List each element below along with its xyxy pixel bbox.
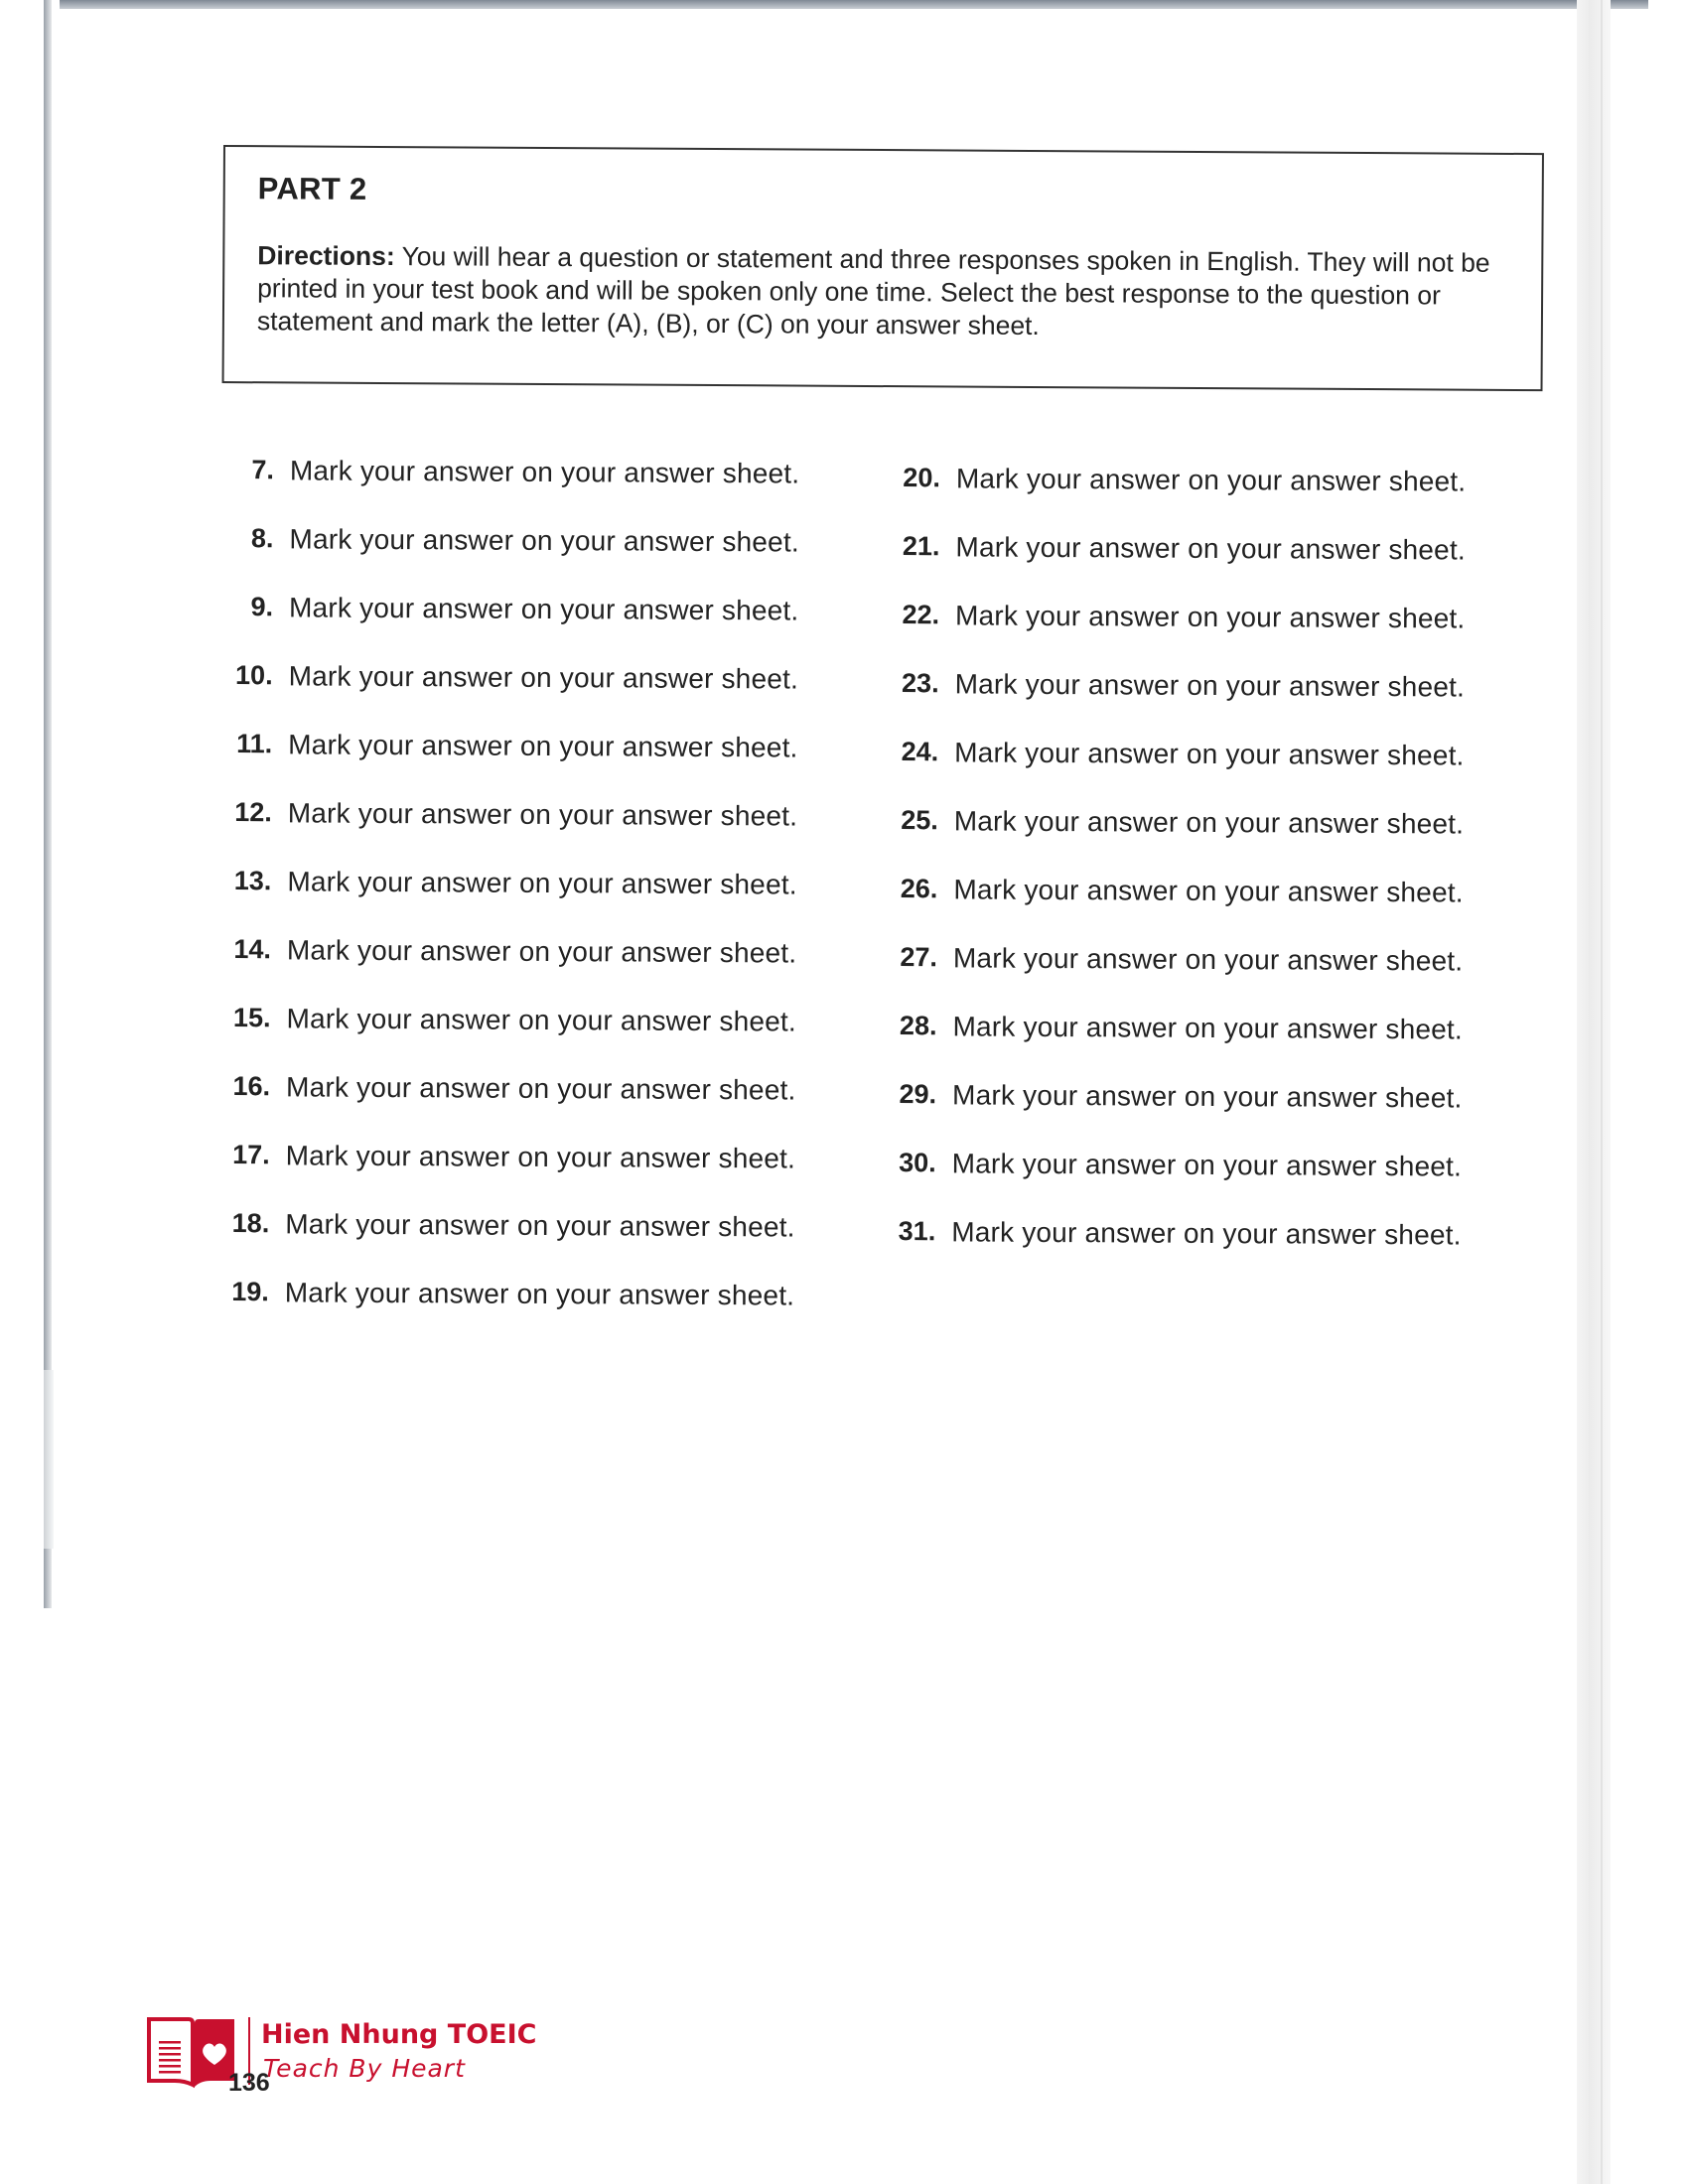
question-text: Mark your answer on your answer sheet.	[951, 1216, 1462, 1251]
question-number: 16.	[232, 1071, 271, 1102]
question-number: 28.	[899, 1011, 937, 1041]
question-item	[893, 1079, 1463, 1152]
directions-body: You will hear a question or statement and three responses spoken in English. They will not be printed in your test book and will be spoken only one time. Select the best response to the question or statement and mark the letter (A), (B), or (C) on your answer sheet.	[256, 241, 1490, 341]
question-item	[897, 463, 1467, 535]
question-number: 23.	[902, 668, 939, 699]
question-number: 8.	[250, 523, 274, 554]
question-number: 10.	[235, 660, 273, 691]
question-text: Mark your answer on your answer sheet.	[955, 463, 1467, 497]
brand-name: Hien Nhung TOEIC	[261, 2019, 537, 2050]
question-text: Mark your answer on your answer sheet.	[287, 866, 797, 900]
question-item	[226, 1003, 796, 1075]
question-item	[893, 1011, 1463, 1083]
question-number: 15.	[232, 1003, 271, 1033]
question-item	[225, 1277, 795, 1349]
question-text: Mark your answer on your answer sheet.	[951, 1148, 1463, 1182]
question-number: 7.	[251, 455, 274, 485]
question-text: Mark your answer on your answer sheet.	[954, 668, 1466, 703]
question-item	[228, 729, 798, 801]
question-number: 18.	[231, 1208, 270, 1239]
question-item	[230, 455, 800, 527]
question-item	[894, 942, 1464, 1015]
question-text: Mark your answer on your answer sheet.	[288, 729, 798, 763]
question-text: Mark your answer on your answer sheet.	[953, 874, 1464, 908]
question-number: 25.	[901, 805, 938, 836]
question-text: Mark your answer on your answer sheet.	[289, 455, 800, 489]
question-text: Mark your answer on your answer sheet.	[288, 660, 799, 695]
footer-brand	[145, 2015, 641, 2095]
question-text: Mark your answer on your answer sheet.	[286, 934, 797, 969]
question-text: Mark your answer on your answer sheet.	[287, 797, 798, 832]
page-number: 136	[228, 2069, 270, 2097]
question-number: 13.	[233, 866, 272, 896]
question-text: Mark your answer on your answer sheet.	[285, 1140, 796, 1174]
question-text: Mark your answer on your answer sheet.	[288, 592, 799, 626]
question-number: 19.	[231, 1277, 269, 1307]
question-item	[225, 1140, 795, 1212]
question-item	[892, 1148, 1462, 1220]
question-item	[227, 797, 797, 870]
scan-edge-left-shadow	[44, 1370, 54, 1549]
question-number: 30.	[899, 1148, 936, 1178]
part-title: PART 2	[257, 171, 367, 206]
question-item	[227, 934, 797, 1007]
scan-edge-top	[60, 0, 1648, 9]
questions-right-column	[892, 463, 1466, 1288]
question-text: Mark your answer on your answer sheet.	[285, 1208, 795, 1243]
question-number: 24.	[901, 737, 939, 767]
question-text: Mark your answer on your answer sheet.	[952, 1079, 1463, 1114]
question-text: Mark your answer on your answer sheet.	[286, 1003, 797, 1037]
question-number: 31.	[898, 1216, 936, 1247]
question-item	[895, 668, 1465, 741]
question-text: Mark your answer on your answer sheet.	[952, 942, 1464, 977]
question-item	[229, 523, 799, 596]
question-item	[227, 866, 797, 938]
question-item	[895, 737, 1465, 809]
question-text: Mark your answer on your answer sheet.	[953, 805, 1465, 840]
directions-paragraph	[257, 239, 1514, 345]
question-item	[896, 600, 1466, 672]
question-number: 27.	[900, 942, 938, 973]
question-item	[896, 531, 1466, 604]
question-item	[228, 660, 798, 733]
question-number: 26.	[900, 874, 938, 904]
question-number: 22.	[902, 600, 940, 630]
question-number: 14.	[233, 934, 272, 965]
question-number: 21.	[902, 531, 940, 562]
question-text: Mark your answer on your answer sheet.	[952, 1011, 1464, 1045]
question-text: Mark your answer on your answer sheet.	[954, 737, 1465, 771]
directions-label: Directions:	[257, 240, 395, 272]
question-number: 20.	[903, 463, 940, 493]
directions-box	[222, 145, 1544, 391]
question-item	[225, 1208, 795, 1281]
question-text: Mark your answer on your answer sheet.	[955, 531, 1466, 566]
question-item	[226, 1071, 796, 1144]
open-book-heart-icon	[145, 2015, 240, 2091]
scan-page-edge-line	[1601, 0, 1603, 2184]
question-number: 12.	[234, 797, 272, 828]
questions-left-column	[225, 455, 800, 1348]
question-item	[894, 874, 1464, 946]
question-text: Mark your answer on your answer sheet.	[286, 1071, 796, 1106]
brand-tagline: Teach By Heart	[263, 2054, 466, 2083]
scan-edge-left	[44, 0, 52, 1608]
question-text: Mark your answer on your answer sheet.	[284, 1277, 795, 1311]
question-text: Mark your answer on your answer sheet.	[954, 600, 1466, 634]
question-item	[892, 1216, 1462, 1289]
scan-page-edge-line-inner	[1589, 0, 1590, 2184]
scan-edge-right	[1577, 0, 1611, 2184]
question-number: 9.	[250, 592, 274, 622]
question-item	[894, 805, 1464, 878]
question-number: 29.	[899, 1079, 937, 1110]
question-text: Mark your answer on your answer sheet.	[289, 523, 799, 558]
question-number: 11.	[236, 729, 273, 759]
question-number: 17.	[232, 1140, 270, 1170]
question-item	[229, 592, 799, 664]
